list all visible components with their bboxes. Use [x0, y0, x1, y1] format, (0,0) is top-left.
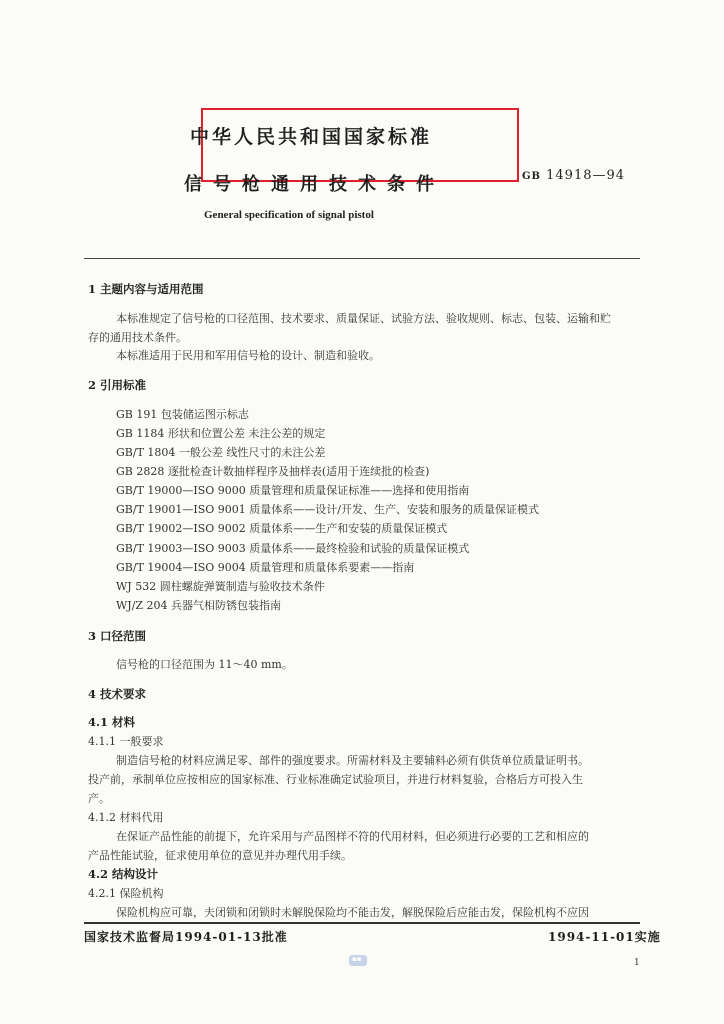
section-4-1-1-line-2: 投产前，承制单位应按相应的国家标准、行业标准确定试验项目，并进行材料复验，合格后方可投入生 [88, 773, 583, 786]
reference-item: WJ/Z 204 兵器气相防锈包装指南 [116, 599, 282, 612]
standard-code-number: 14918—94 [546, 168, 626, 183]
reference-item: GB 1184 形状和位置公差 未注公差的规定 [116, 427, 326, 440]
approval-date: 国家技术监督局1994-01-13批准 [84, 930, 288, 944]
section-4-2-1-line-1: 保险机构应可靠，夫闭锁和闭锁时未解脱保险均不能击发，解脱保险后应能击发，保险机构不应因 [116, 906, 589, 919]
header-divider [84, 258, 640, 259]
standard-code [522, 168, 625, 183]
section-4-1-1-line-1: 制造信号枪的材料应满足零、部件的强度要求。所需材料及主要辅料必须有供货单位质量证明书。 [116, 754, 589, 767]
section-4-2-1-heading: 4.2.1 保险机构 [88, 887, 164, 900]
section-1-para-1-line-2: 存的通用技术条件。 [88, 331, 187, 344]
section-2-heading: 2 引用标准 [88, 378, 147, 392]
reference-item: GB 191 包装储运图示标志 [116, 408, 249, 421]
section-4-1-1-line-3: 产。 [88, 792, 110, 805]
section-3-para: 信号枪的口径范围为 11～40 mm。 [116, 658, 293, 671]
section-4-1-heading: 4.1 材料 [88, 715, 136, 729]
section-1-para-2: 本标准适用于民用和军用信号枪的设计、制造和验收。 [116, 349, 380, 362]
section-1-heading: 1 主题内容与适用范围 [88, 282, 204, 296]
reference-item: GB 2828 逐批检查计数抽样程序及抽样表(适用于连续批的检查) [116, 465, 430, 478]
watermark-glyph: ▪▪ [352, 955, 362, 963]
main-title: 信号枪通用技术条件 [184, 174, 445, 195]
section-3-heading: 3 口径范围 [88, 629, 147, 643]
footer-divider [84, 922, 640, 924]
reference-item: GB/T 19002—ISO 9002 质量体系——生产和安装的质量保证模式 [116, 522, 448, 535]
section-1-para-1-line-1: 本标准规定了信号枪的口径范围、技术要求、质量保证、试验方法、验收规则、标志、包装、运输和贮 [116, 312, 611, 325]
standard-code-prefix: GB [522, 171, 541, 182]
reference-item: WJ 532 圆柱螺旋弹簧制造与验收技术条件 [116, 580, 325, 593]
reference-item: GB/T 19004—ISO 9004 质量管理和质量体系要素——指南 [116, 561, 415, 574]
english-title: General specification of signal pistol [204, 209, 374, 221]
reference-item: GB/T 19000—ISO 9000 质量管理和质量保证标准——选择和使用指南 [116, 484, 470, 497]
section-4-1-1-heading: 4.1.1 一般要求 [88, 735, 164, 748]
page-number: 1 [634, 958, 640, 968]
section-4-1-2-line-2: 产品性能试验，征求使用单位的意见并办理代用手续。 [88, 849, 352, 862]
reference-item: GB/T 1804 一般公差 线性尺寸的未注公差 [116, 446, 326, 459]
section-4-2-heading: 4.2 结构设计 [88, 867, 159, 881]
section-4-heading: 4 技术要求 [88, 687, 147, 701]
section-4-1-2-line-1: 在保证产品性能的前提下，允许采用与产品图样不符的代用材料，但必须进行必要的工艺和相应的 [116, 830, 589, 843]
reference-item: GB/T 19003—ISO 9003 质量体系——最终检验和试验的质量保证模式 [116, 542, 470, 555]
reference-item: GB/T 19001—ISO 9001 质量体系——设计/开发、生产、安装和服务的质量保证模式 [116, 503, 539, 516]
effective-date: 1994-11-01实施 [548, 930, 661, 944]
section-4-1-2-heading: 4.1.2 材料代用 [88, 811, 164, 824]
org-title: 中华人民共和国国家标准 [190, 126, 433, 148]
